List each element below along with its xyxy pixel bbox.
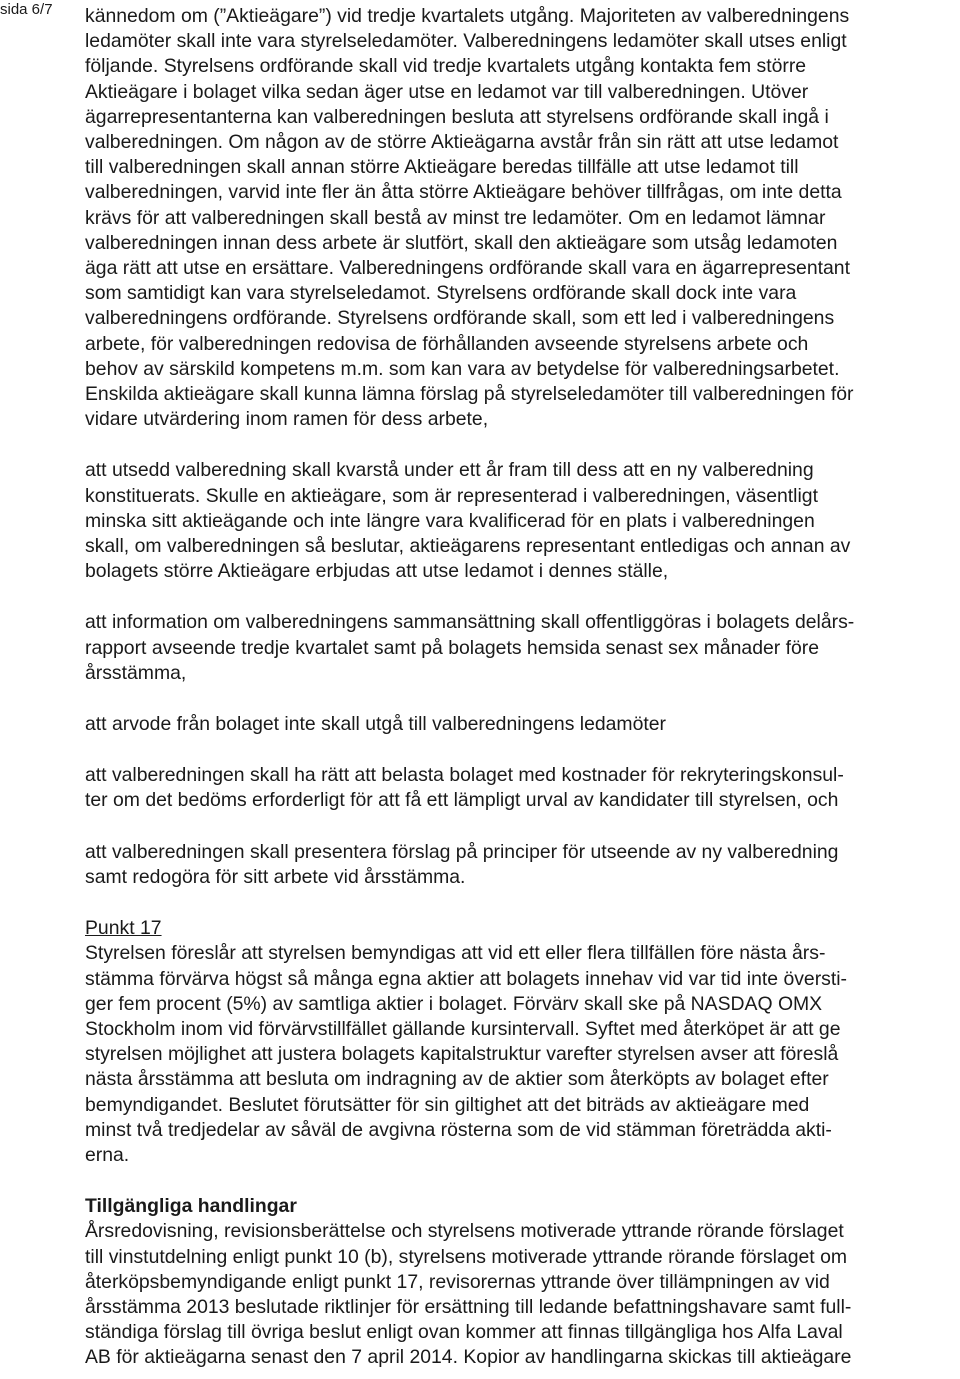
paragraph-tillgangliga-handlingar: Årsredovisning, revisionsberättelse och styrelsens motiverade yttrande rörande förslaget till vinstutdelning enligt punkt 10 (b), styrelsens motiverade yttrande rörande förslaget om återköpsbemyndigande enligt punkt 17, revisorernas yttrande över tillämpningen av vid årsstämma 2013 beslutade riktlinjer för ersättning till ledande befattningshavare samt full- ständiga förslag till övriga beslut enligt ovan kommer att finnas tillgängliga hos Alfa Laval AB för aktieägarna senast den 7 april 2014. Kopior av handlingarna skickas till aktieägare [85,1220,852,1369]
paragraph-valberedning-principer: att valberedningen skall presentera förslag på principer för utseende av ny valberedning samt redogöra för sitt arbete vid årsstämma. [85,840,839,888]
paragraph-valberedning-kostnader: att valberedningen skall ha rätt att belasta bolaget med kostnader för rekryteringskonsul- ter om det bedöms erforderligt för att få ett lämpligt urval av kandidater till styrelsen, och [85,764,844,812]
paragraph-valberedning-duration: att utsedd valberedning skall kvarstå under ett år fram till dess att en ny valberedning konstituerats. Skulle en aktieägare, som är representerad i valberedningen, väsentligt minska sitt aktieägande och inte längre vara kvalificerad för en plats i valberedningen skall, om valberedningen så beslutar, aktieägarens representant entledigas och annan av bolagets större Aktieägare erbjudas att utse ledamot i dennes ställe, [85,459,851,583]
page-number-label: sida 6/7 [0,1,53,18]
paragraph-valberedning-information: att information om valberedningens sammansättning skall offentliggöras i bolagets delårs- rapport avseende tredje kvartalet samt på bolagets hemsida senast sex månader före årsstämma, [85,611,855,684]
paragraph-valberedning-intro: kännedom om (”Aktieägare”) vid tredje kvartalets utgång. Majoriteten av valberedningens ledamöter skall inte vara styrelseledamöter. Valberedningens ledamöter skall utses enligt följande. Styrelsens ordförande skall vid tredje kvartalets utgång kontakta fem större Aktieägare i bolaget vilka sedan äger utse en ledamot var till valberedningen. Utöver ägarrepresentanterna kan valberedningen besluta att styrelsens ordförande skall ingå i valberedningen. Om någon av de större Aktieägarna avstår från sin rätt att utse ledamot till valberedningen skall annan större Aktieägare beredas tillfälle att utse ledamot till valberedningen, varvid inte fler än åtta större Aktieägare behöver tillfrågas, om inte detta krävs för att valberedningen skall bestå av minst tre ledamöter. Om en ledamot lämnar valberedningen innan dess arbete är slutfört, skall den aktieägare som utsåg ledamoten äga rätt att utse en ersättare. Valberedningens ordförande skall vara en ägarrepresentant som samtidigt kan vara styrelseledamot. Styrelsens ordförande skall dock inte vara valberedningens ordförande. Styrelsens ordförande skall, som ett led i valberedningens arbete, för valberedningen redovisa de förhållanden avseende styrelsens arbete och behov av särskild kompetens m.m. som kan vara av betydelse för valberedningsarbetet. Enskilda aktieägare skall kunna lämna förslag på styrelseledamöter till valberedningen för vidare utvärdering inom ramen för dess arbete, [85,5,854,431]
paragraph-punkt-17: Styrelsen föreslår att styrelsen bemyndigas att vid ett eller flera tillfällen före nästa års- stämma förvärva högst så många egna aktier att bolagets innehav vid var tid inte översti- ger fem procent (5%) av samtliga aktier i bolaget. Förvärv skall ske på NASDAQ OMX Stockholm inom vid förvärvstillfället gällande kursintervall. Syftet med återköpet är att ge styrelsen möjlighet att justera bolagets kapitalstruktur varefter styrelsen avser att föreslå nästa årsstämma att besluta om indragning av de aktier som återköpts av bolaget efter bemyndigandet. Beslutet förutsätter för sin giltighet att det biträds av aktieägare med minst två tredjedelar av såväl de avgivna rösterna som de vid stämman företrädda akti- erna. [85,942,848,1166]
section-heading-punkt-17: Punkt 17 [85,917,162,940]
paragraph-valberedning-arvode: att arvode från bolaget inte skall utgå till valberedningens ledamöter [85,713,666,736]
section-heading-tillgangliga-handlingar: Tillgängliga handlingar [85,1195,297,1218]
document-body [85,4,955,1371]
